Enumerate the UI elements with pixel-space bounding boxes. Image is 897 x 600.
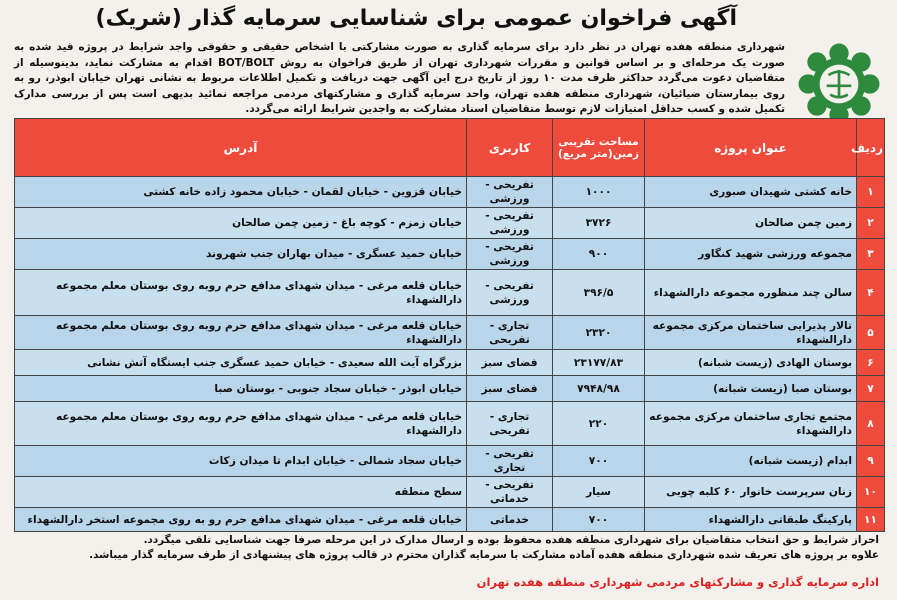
project-address: خیابان زمزم - کوچه باغ - زمین چمن صالحان <box>15 208 467 239</box>
project-usage: تفریحی - خدماتی <box>467 477 553 508</box>
project-area: ۱۰۰۰ <box>553 177 645 208</box>
table-header <box>15 119 885 177</box>
project-area: ۲۲۰ <box>553 402 645 446</box>
row-number: ۹ <box>857 446 885 477</box>
table-row <box>15 239 885 270</box>
project-usage: تجاری - تفریحی <box>467 316 553 350</box>
row-number: ۱ <box>857 177 885 208</box>
project-area: ۷۹۴۸/۹۸ <box>553 376 645 402</box>
project-area: ۳۷۲۶ <box>553 208 645 239</box>
project-title: مجتمع تجاری ساختمان مرکزی مجموعه دارالشهداء <box>645 402 857 446</box>
project-address: خیابان قزوین - خیابان لقمان - خیابان محمود زاده خانه کشتی <box>15 177 467 208</box>
project-address: خیابان ابوذر - خیابان سجاد جنوبی - بوستان صبا <box>15 376 467 402</box>
project-area: ۷۰۰ <box>553 446 645 477</box>
intro-text: در نظر دارد برای سرمایه گذاری به صورت مشارکتی با اشخاص حقیقی و حقوقی واجد شرایط در پروژه قید شده به صورت یک مرحله‌ای و بر اساس قوانین و مقررات شهرداری تهران از طریق فراخوان به روش BOT/BOLT اقدام به مشارکت نماید، بدینوسیله از متقاضیان دعوت می‌گردد حداکثر ظرف مدت ۱۰ روز از تاریخ درج این آگهی جهت دریافت و تکمیل اطلاعات مربوط به نشانی تهران خیابان ابوذر، رو به روی بیمارستان ضیائیان، شهرداری منطقه هفده تهران، واحد سرمایه گذاری و مشارکتهای مردمی مراجعه نمائید بدیهی است پس از بررسی مدارک تکمیل شده و کسب حداقل امتیازات لازم توسط متقاضیان اسناد مشارکت به واجدین شرایط ارائه می‌گردد. <box>14 41 786 115</box>
project-area: ۲۳۲۰ <box>553 316 645 350</box>
ad-title: آگهی فراخوان عمومی برای شناسایی سرمایه گذار (شریک) <box>95 6 737 31</box>
project-title: تالار پذیرایی ساختمان مرکزی مجموعه دارالشهداء <box>645 316 857 350</box>
project-usage: تفریحی - ورزشی <box>467 239 553 270</box>
row-number: ۷ <box>857 376 885 402</box>
header-address: آدرس <box>15 119 467 177</box>
row-number: ۴ <box>857 270 885 316</box>
header-area: مساحت تقریبی زمین(متر مربع) <box>553 119 645 177</box>
project-usage: تجاری - تفریحی <box>467 402 553 446</box>
table-row <box>15 270 885 316</box>
table-row <box>15 316 885 350</box>
project-address: خیابان حمید عسگری - میدان بهاران جنب شهروند <box>15 239 467 270</box>
project-usage: خدماتی <box>467 508 553 532</box>
header-project-title: عنوان پروژه <box>645 119 857 177</box>
footer-line-1: احراز شرایط و حق انتخاب متقاضیان برای شهرداری منطقه هفده محفوظ بوده و ارسال مدارک در این مرحله صرفا جهت شناسایی تلقی میگردد. <box>143 534 879 546</box>
row-number: ۶ <box>857 350 885 376</box>
project-title: بوستان الهادی (زیست شبانه) <box>645 350 857 376</box>
project-area: ۷۰۰ <box>553 508 645 532</box>
project-address: خیابان قلعه مرغی - میدان شهدای مدافع حرم رو به روی مجموعه استخر دارالشهداء <box>15 508 467 532</box>
project-usage: تفریحی - تجاری <box>467 446 553 477</box>
row-number: ۳ <box>857 239 885 270</box>
project-address: بزرگراه آیت الله سعیدی - خیابان حمید عسگری جنب ایستگاه آتش نشانی <box>15 350 467 376</box>
project-address: خیابان قلعه مرغی - میدان شهدای مدافع حرم روبه روی بوستان معلم مجموعه دارالشهداء <box>15 402 467 446</box>
project-usage: تفریحی - ورزشی <box>467 177 553 208</box>
project-area: ۹۰۰ <box>553 239 645 270</box>
table-row <box>15 376 885 402</box>
intro-org: شهرداری منطقه هفده تهران <box>631 41 785 53</box>
project-usage: تفریحی - ورزشی <box>467 270 553 316</box>
project-title: پارکینگ طبقاتی دارالشهداء <box>645 508 857 532</box>
project-area: سیار <box>553 477 645 508</box>
project-area: ۳۹۶/۵ <box>553 270 645 316</box>
project-title: سالن چند منظوره مجموعه دارالشهداء <box>645 270 857 316</box>
table-row <box>15 177 885 208</box>
project-title: بوستان صبا (زیست شبانه) <box>645 376 857 402</box>
table-row <box>15 446 885 477</box>
project-title: زنان سرپرست خانوار ۶۰ کلبه چوبی <box>645 477 857 508</box>
header-row-number: ردیف <box>857 119 885 177</box>
project-area: ۲۳۱۷۷/۸۳ <box>553 350 645 376</box>
project-address: خیابان سجاد شمالی - خیابان ابدام تا میدان زکات <box>15 446 467 477</box>
row-number: ۱۰ <box>857 477 885 508</box>
table-row <box>15 508 885 532</box>
project-title: زمین چمن صالحان <box>645 208 857 239</box>
table-row <box>15 208 885 239</box>
project-title: ابدام (زیست شبانه) <box>645 446 857 477</box>
row-number: ۲ <box>857 208 885 239</box>
footer-notes <box>14 533 879 563</box>
tehran-municipality-logo-icon <box>795 40 883 128</box>
footer-line-2: علاوه بر پروژه های تعریف شده شهرداری منطقه هفده آماده مشارکت با سرمایه گذاران محترم در قالب پروژه های پیشنهادی از طرف سرمایه گذار میباشد. <box>89 549 879 561</box>
project-address: خیابان قلعه مرغی - میدان شهدای مدافع حرم روبه روی بوستان معلم مجموعه دارالشهداء <box>15 270 467 316</box>
project-address: خیابان قلعه مرغی - میدان شهدای مدافع حرم روبه روی بوستان معلم مجموعه دارالشهداء <box>15 316 467 350</box>
project-usage: فضای سبز <box>467 350 553 376</box>
project-title: خانه کشتی شهیدان صبوری <box>645 177 857 208</box>
project-title: مجموعه ورزشی شهید کنگاور <box>645 239 857 270</box>
row-number: ۱۱ <box>857 508 885 532</box>
intro-paragraph <box>14 40 785 118</box>
project-usage: فضای سبز <box>467 376 553 402</box>
row-number: ۵ <box>857 316 885 350</box>
table-row <box>15 402 885 446</box>
header-usage: کاربری <box>467 119 553 177</box>
table-row <box>15 350 885 376</box>
project-usage: تفریحی - ورزشی <box>467 208 553 239</box>
projects-table <box>14 118 885 532</box>
signature: اداره سرمایه گذاری و مشارکتهای مردمی شهرداری منطقه هفده تهران <box>476 575 879 589</box>
table-row <box>15 477 885 508</box>
row-number: ۸ <box>857 402 885 446</box>
project-address: سطح منطقه <box>15 477 467 508</box>
